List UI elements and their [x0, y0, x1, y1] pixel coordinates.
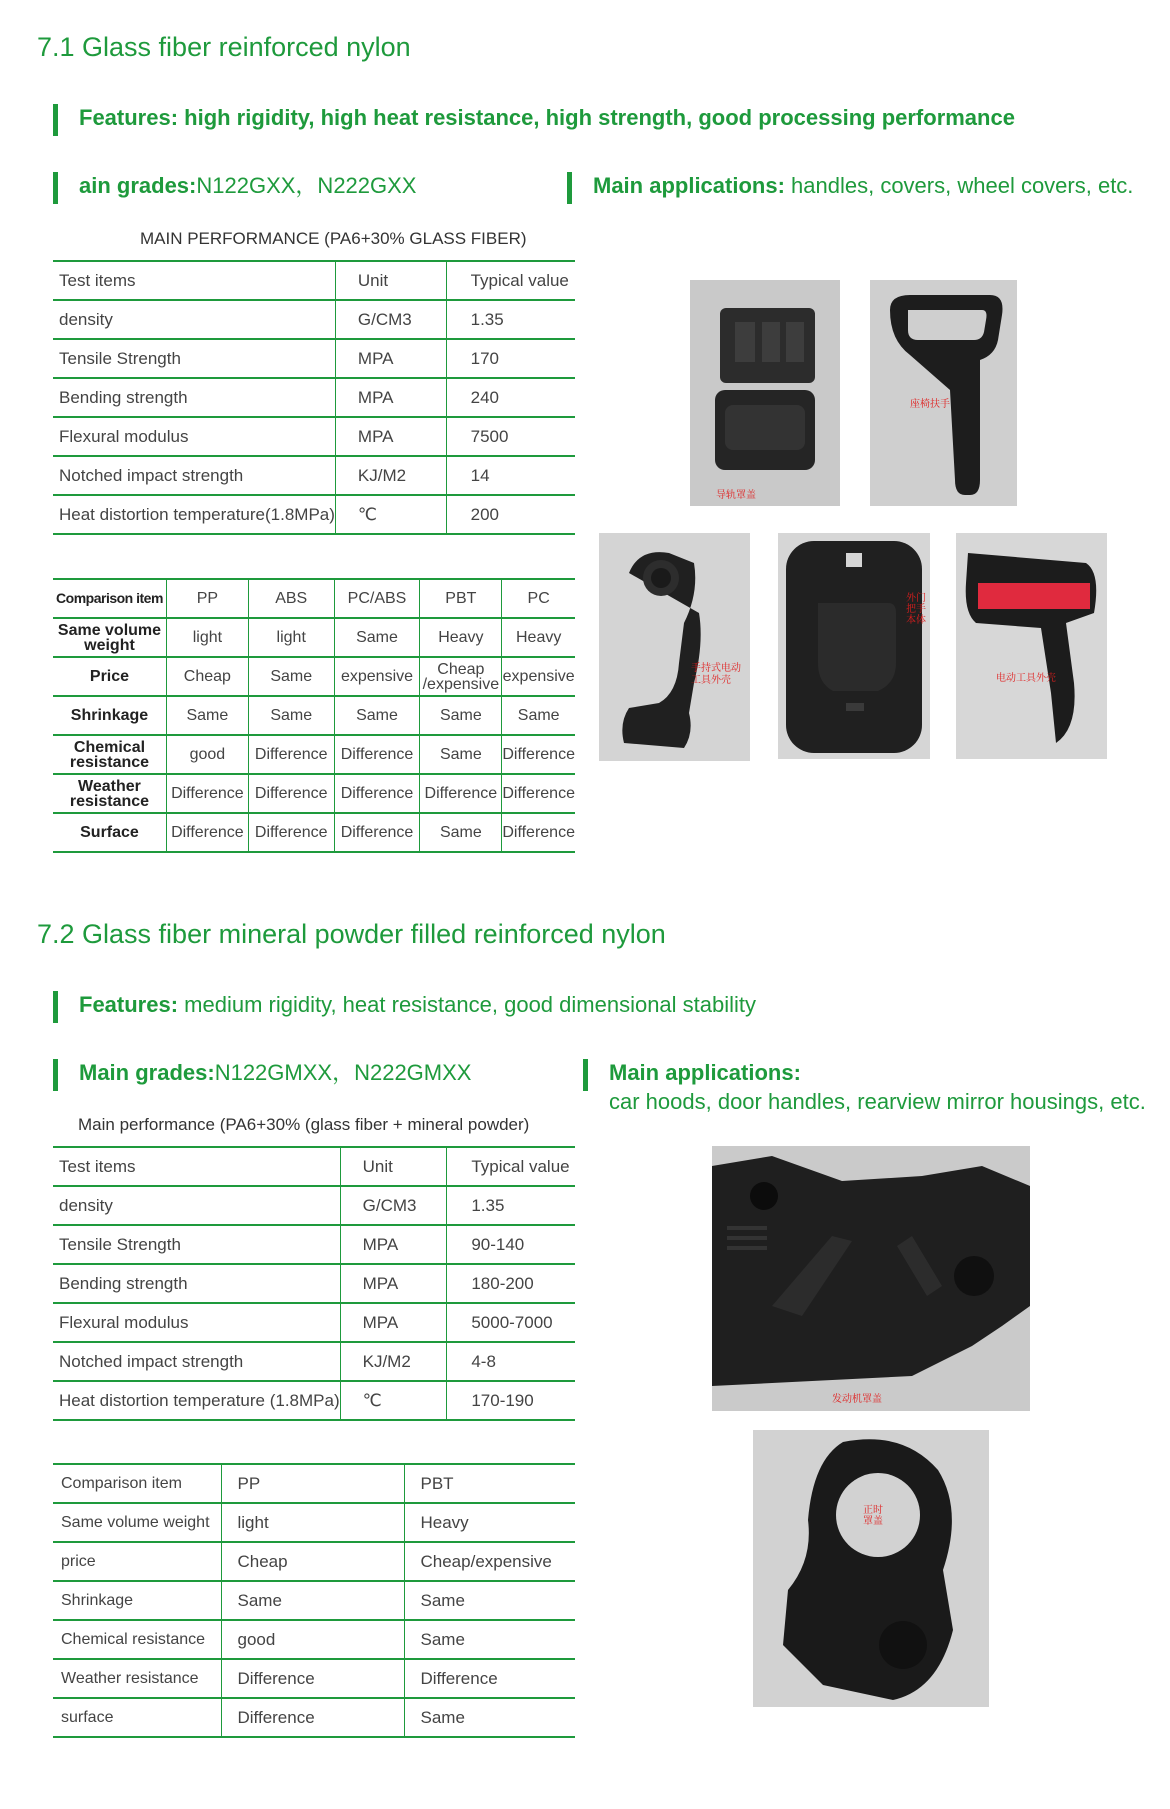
table-cell: Difference [248, 735, 334, 774]
table-cell: ℃ [335, 495, 446, 534]
comparison-table-7-1 [53, 578, 575, 853]
row-label-cell: Notched impact strength [53, 456, 335, 495]
features-value: medium rigidity, heat resistance, good dimensional stability [178, 992, 757, 1017]
table-cell: Unit [340, 1147, 447, 1186]
table-cell: MPA [335, 417, 446, 456]
table-cell: 14 [446, 456, 575, 495]
electric-tool-icon [956, 533, 1107, 759]
performance-table-7-1 [53, 260, 575, 535]
table-cell: Same [404, 1620, 575, 1659]
row-label-cell: Test items [53, 261, 335, 300]
table-cell: expensive [334, 657, 420, 696]
electric-tool-housing-photo [956, 533, 1107, 759]
table-cell: Difference [166, 774, 248, 813]
table-cell: 170-190 [447, 1381, 575, 1420]
grades-value: N122GMXX，N222GMXX [214, 1060, 472, 1085]
table-row [53, 618, 575, 657]
engine-cover-photo [712, 1146, 1030, 1411]
section-title-7-1: 7.1 Glass fiber reinforced nylon [37, 32, 411, 62]
table-cell: PBT [420, 579, 502, 618]
row-label-cell: Flexural modulus [53, 1303, 340, 1342]
features-label: Features: [79, 992, 179, 1017]
applications-value: car hoods, door handles, rearview mirror housings, etc. [609, 1089, 1146, 1114]
grades-line-7-1 [79, 172, 416, 200]
table-row [53, 417, 575, 456]
table-cell: KJ/M2 [335, 456, 446, 495]
table-cell: 90-140 [447, 1225, 575, 1264]
row-label-cell: Shrinkage [53, 1581, 221, 1620]
table-row [53, 696, 575, 735]
grades-line-7-2 [79, 1059, 471, 1087]
table-cell: Difference [334, 813, 420, 852]
accent-bar [53, 104, 58, 136]
table-cell: Same [334, 696, 420, 735]
accent-bar [53, 1059, 58, 1091]
perf-caption-7-2: Main performance (PA6+30% (glass fiber + mineral powder) [78, 1115, 530, 1134]
door-handle-icon [778, 533, 930, 759]
row-label-cell: surface [53, 1698, 221, 1737]
accent-bar [583, 1059, 588, 1091]
row-label-cell: Price [53, 657, 166, 696]
table-cell: Difference [502, 813, 575, 852]
table-cell: light [221, 1503, 404, 1542]
table-cell: Heavy [404, 1503, 575, 1542]
outer-door-handle-photo [778, 533, 930, 759]
table-cell: PP [166, 579, 248, 618]
features-line-7-2 [79, 991, 756, 1019]
table-cell: 4-8 [447, 1342, 575, 1381]
row-label-cell: density [53, 300, 335, 339]
table-cell: 240 [446, 378, 575, 417]
table-row [53, 813, 575, 852]
table-cell: Difference [248, 813, 334, 852]
table-cell: good [221, 1620, 404, 1659]
table-cell: Same [502, 696, 575, 735]
table-cell: 180-200 [447, 1264, 575, 1303]
table-header-row [53, 579, 575, 618]
table-cell: Difference [502, 774, 575, 813]
table-cell: 7500 [446, 417, 575, 456]
applications-label: Main applications: [609, 1060, 801, 1085]
row-label-cell: Comparison item [53, 1464, 221, 1503]
table-row [53, 1186, 575, 1225]
table-cell: MPA [335, 378, 446, 417]
row-label-cell: Comparison item [53, 579, 166, 618]
photo-label: 外门把手本体 [906, 593, 926, 626]
row-label-cell: price [53, 1542, 221, 1581]
row-label-cell: Tensile Strength [53, 1225, 340, 1264]
applications-value: handles, covers, wheel covers, etc. [784, 173, 1134, 198]
seat-armrest-photo [870, 280, 1017, 506]
table-cell: Difference [502, 735, 575, 774]
armrest-icon [870, 280, 1017, 506]
table-cell: MPA [340, 1264, 447, 1303]
table-row [53, 300, 575, 339]
table-cell: ABS [248, 579, 334, 618]
row-label-cell: density [53, 1186, 340, 1225]
table-header-row [53, 1464, 575, 1503]
row-label-cell: Chemical resistance [53, 735, 166, 774]
section-title-7-2: 7.2 Glass fiber mineral powder filled reinforced nylon [37, 919, 666, 949]
table-row [53, 1342, 575, 1381]
table-cell: Cheap [166, 657, 248, 696]
table-row [53, 1381, 575, 1420]
performance-table-7-2 [53, 1146, 575, 1421]
table-row [53, 1620, 575, 1659]
photo-label: 正时罩盖 [863, 1505, 883, 1527]
table-cell: Difference [420, 774, 502, 813]
grades-label: ain grades: [79, 173, 197, 198]
table-cell: Typical value [446, 261, 575, 300]
perf-caption-7-1: MAIN PERFORMANCE (PA6+30% GLASS FIBER) [140, 229, 527, 248]
table-row [53, 1581, 575, 1620]
accent-bar [53, 991, 58, 1023]
table-header-row [53, 1147, 575, 1186]
row-label-cell: Notched impact strength [53, 1342, 340, 1381]
table-cell: 170 [446, 339, 575, 378]
table-row [53, 1542, 575, 1581]
table-cell: Difference [334, 735, 420, 774]
table-cell: Difference [334, 774, 420, 813]
table-cell: Difference [221, 1659, 404, 1698]
table-cell: Same [420, 696, 502, 735]
engine-cover-icon [712, 1146, 1030, 1411]
table-cell: Same [420, 813, 502, 852]
table-row [53, 1303, 575, 1342]
table-cell: Same [221, 1581, 404, 1620]
table-cell: G/CM3 [335, 300, 446, 339]
table-cell: MPA [340, 1225, 447, 1264]
table-cell: Same [404, 1581, 575, 1620]
rail-cover-icon [690, 280, 840, 506]
grades-value: N122GXX，N222GXX [196, 173, 417, 198]
table-cell: 5000-7000 [447, 1303, 575, 1342]
table-cell: Cheap /expensive [420, 657, 502, 696]
table-row [53, 1264, 575, 1303]
applications-line-7-1 [593, 172, 1133, 200]
table-cell: 1.35 [446, 300, 575, 339]
row-label-cell: Heat distortion temperature (1.8MPa) [53, 1381, 340, 1420]
table-row [53, 1225, 575, 1264]
table-cell: PBT [404, 1464, 575, 1503]
table-row [53, 495, 575, 534]
features-line-7-1 [79, 104, 1015, 132]
grades-label: Main grades: [79, 1060, 215, 1085]
table-cell: Same [248, 657, 334, 696]
table-cell: light [248, 618, 334, 657]
table-cell: Same [404, 1698, 575, 1737]
table-row [53, 378, 575, 417]
table-cell: light [166, 618, 248, 657]
accent-bar [53, 172, 58, 204]
photo-label: 发动机罩盖 [832, 1394, 882, 1405]
table-cell: Heavy [502, 618, 575, 657]
table-cell: good [166, 735, 248, 774]
table-row [53, 339, 575, 378]
accent-bar [567, 172, 572, 204]
table-cell: MPA [340, 1303, 447, 1342]
table-cell: Difference [221, 1698, 404, 1737]
table-cell: Heavy [420, 618, 502, 657]
table-cell: Same [166, 696, 248, 735]
table-cell: Unit [335, 261, 446, 300]
table-cell: Typical value [447, 1147, 575, 1186]
row-label-cell: Test items [53, 1147, 340, 1186]
table-header-row [53, 261, 575, 300]
row-label-cell: Same volume weight [53, 618, 166, 657]
applications-label: Main applications: [593, 173, 785, 198]
timing-cover-photo [753, 1430, 989, 1707]
table-row [53, 1503, 575, 1542]
photo-label: 手持式电动工具外壳 [691, 663, 741, 686]
table-row [53, 1698, 575, 1737]
comparison-table-7-2 [53, 1463, 575, 1738]
row-label-cell: Chemical resistance [53, 1620, 221, 1659]
table-row [53, 735, 575, 774]
table-cell: Same [334, 618, 420, 657]
table-cell: 200 [446, 495, 575, 534]
row-label-cell: Shrinkage [53, 696, 166, 735]
table-cell: Cheap/expensive [404, 1542, 575, 1581]
row-label-cell: Weather resistance [53, 774, 166, 813]
table-cell: G/CM3 [340, 1186, 447, 1225]
table-cell: 1.35 [447, 1186, 575, 1225]
timing-cover-icon [753, 1430, 989, 1707]
table-cell: PC/ABS [334, 579, 420, 618]
table-cell: PC [502, 579, 575, 618]
table-cell: Same [248, 696, 334, 735]
row-label-cell: Heat distortion temperature(1.8MPa) [53, 495, 335, 534]
table-cell: ℃ [340, 1381, 447, 1420]
row-label-cell: Surface [53, 813, 166, 852]
table-cell: Difference [248, 774, 334, 813]
table-cell: MPA [335, 339, 446, 378]
table-row [53, 1659, 575, 1698]
table-cell: Difference [404, 1659, 575, 1698]
table-row [53, 456, 575, 495]
table-cell: expensive [502, 657, 575, 696]
row-label-cell: Bending strength [53, 378, 335, 417]
table-cell: Difference [166, 813, 248, 852]
table-cell: KJ/M2 [340, 1342, 447, 1381]
table-cell: Same [420, 735, 502, 774]
table-row [53, 774, 575, 813]
row-label-cell: Tensile Strength [53, 339, 335, 378]
row-label-cell: Same volume weight [53, 1503, 221, 1542]
photo-label: 电动工具外壳 [996, 673, 1056, 684]
photo-label: 座椅扶手 [910, 399, 950, 410]
tool-housing-icon [599, 533, 750, 761]
row-label-cell: Flexural modulus [53, 417, 335, 456]
rail-cover-photo [690, 280, 840, 506]
table-cell: Cheap [221, 1542, 404, 1581]
photo-label: 导轨罩盖 [716, 490, 756, 501]
table-cell: PP [221, 1464, 404, 1503]
applications-value-7-2 [609, 1088, 1146, 1116]
row-label-cell: Weather resistance [53, 1659, 221, 1698]
applications-line-7-2 [609, 1059, 801, 1087]
table-row [53, 657, 575, 696]
power-tool-housing-photo [599, 533, 750, 761]
features-text: Features: high rigidity, high heat resistance, high strength, good processing performance [79, 105, 1015, 130]
row-label-cell: Bending strength [53, 1264, 340, 1303]
